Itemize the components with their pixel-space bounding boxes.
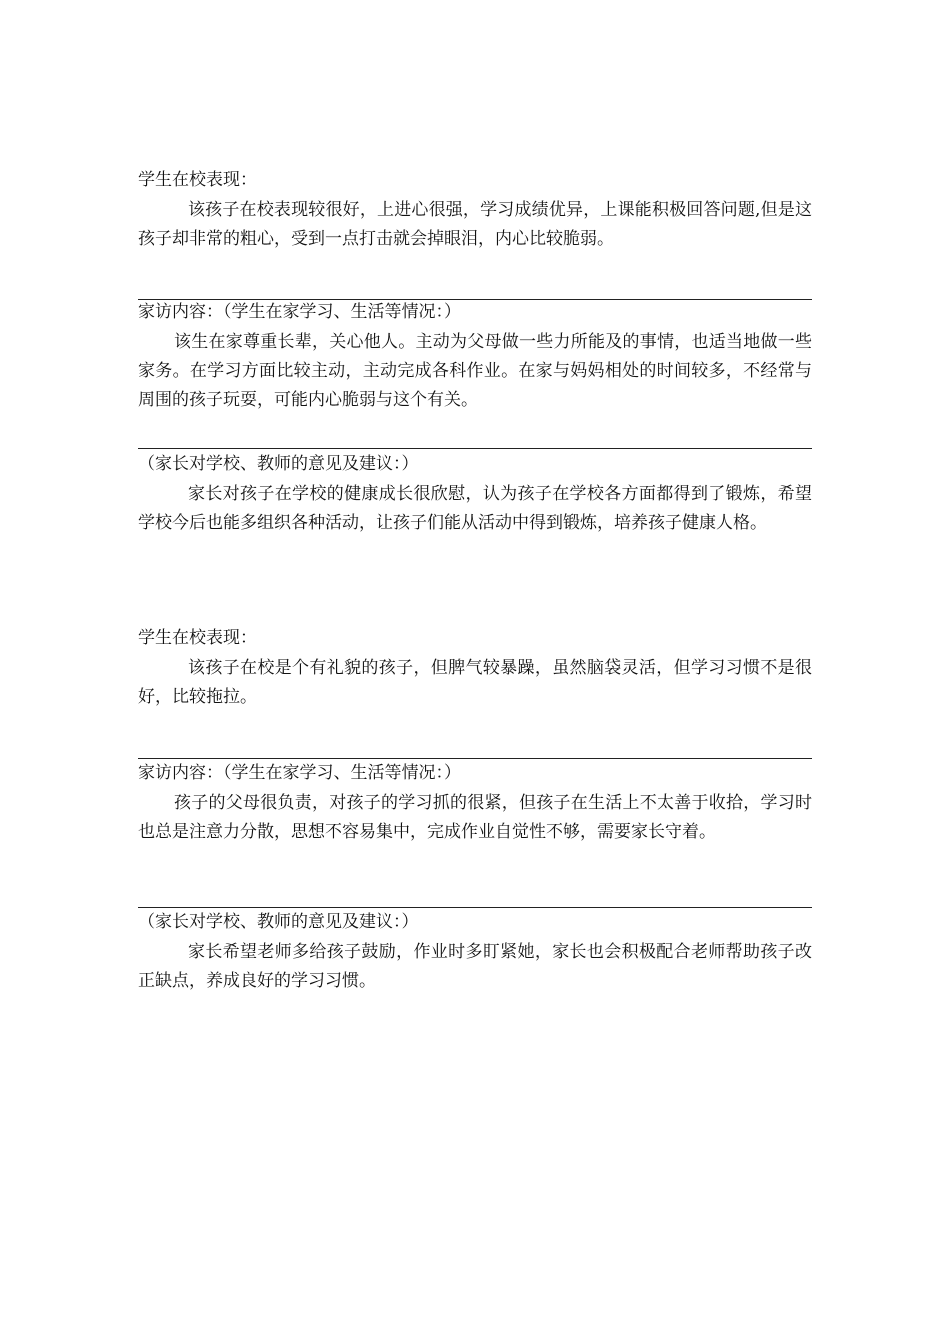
parent-feedback-heading: （家长对学校、教师的意见及建议：） <box>138 454 419 474</box>
section-divider <box>138 907 812 908</box>
section-divider <box>138 758 812 759</box>
section-divider <box>138 299 812 300</box>
record-2-parent-section <box>138 912 812 996</box>
parent-feedback-text: 家长对孩子在学校的健康成长很欣慰，认为孩子在学校各方面都得到了锻炼，希望学校今后也能多组织各种活动，让孩子们能从活动中得到锻炼，培养孩子健康人格。 <box>138 484 812 533</box>
school-performance-text: 该孩子在校是个有礼貌的孩子，但脾气较暴躁，虽然脑袋灵活，但学习习惯不是很好，比较拖拉。 <box>138 658 812 707</box>
school-performance-heading: 学生在校表现： <box>138 628 257 648</box>
home-visit-text: 该生在家尊重长辈，关心他人。主动为父母做一些力所能及的事情，也适当地做一些家务。在学习方面比较主动，主动完成各科作业。在家与妈妈相处的时间较多，不经常与周围的孩子玩耍，可能内心脆弱与这个有关。 <box>138 332 812 410</box>
parent-feedback-text: 家长希望老师多给孩子鼓励，作业时多盯紧她，家长也会积极配合老师帮助孩子改正缺点，养成良好的学习习惯。 <box>138 942 812 991</box>
home-visit-heading: 家访内容：（学生在家学习、生活等情况：） <box>138 763 461 783</box>
parent-feedback-heading: （家长对学校、教师的意见及建议：） <box>138 912 419 932</box>
home-visit-heading: 家访内容：（学生在家学习、生活等情况：） <box>138 302 461 322</box>
school-performance-text: 该孩子在校表现较很好，上进心很强，学习成绩优异，上课能积极回答问题,但是这孩子却非常的粗心，受到一点打击就会掉眼泪，内心比较脆弱。 <box>138 200 812 249</box>
record-2-school-section <box>138 628 812 712</box>
home-visit-text: 孩子的父母很负责，对孩子的学习抓的很紧，但孩子在生活上不太善于收拾，学习时也总是注意力分散，思想不容易集中，完成作业自觉性不够，需要家长守着。 <box>138 793 812 842</box>
section-divider <box>138 448 812 449</box>
record-1-parent-section <box>138 454 812 538</box>
record-1-school-section <box>138 170 812 254</box>
school-performance-heading: 学生在校表现： <box>138 170 257 190</box>
record-2-visit-section <box>138 763 812 847</box>
record-1-visit-section <box>138 302 812 415</box>
